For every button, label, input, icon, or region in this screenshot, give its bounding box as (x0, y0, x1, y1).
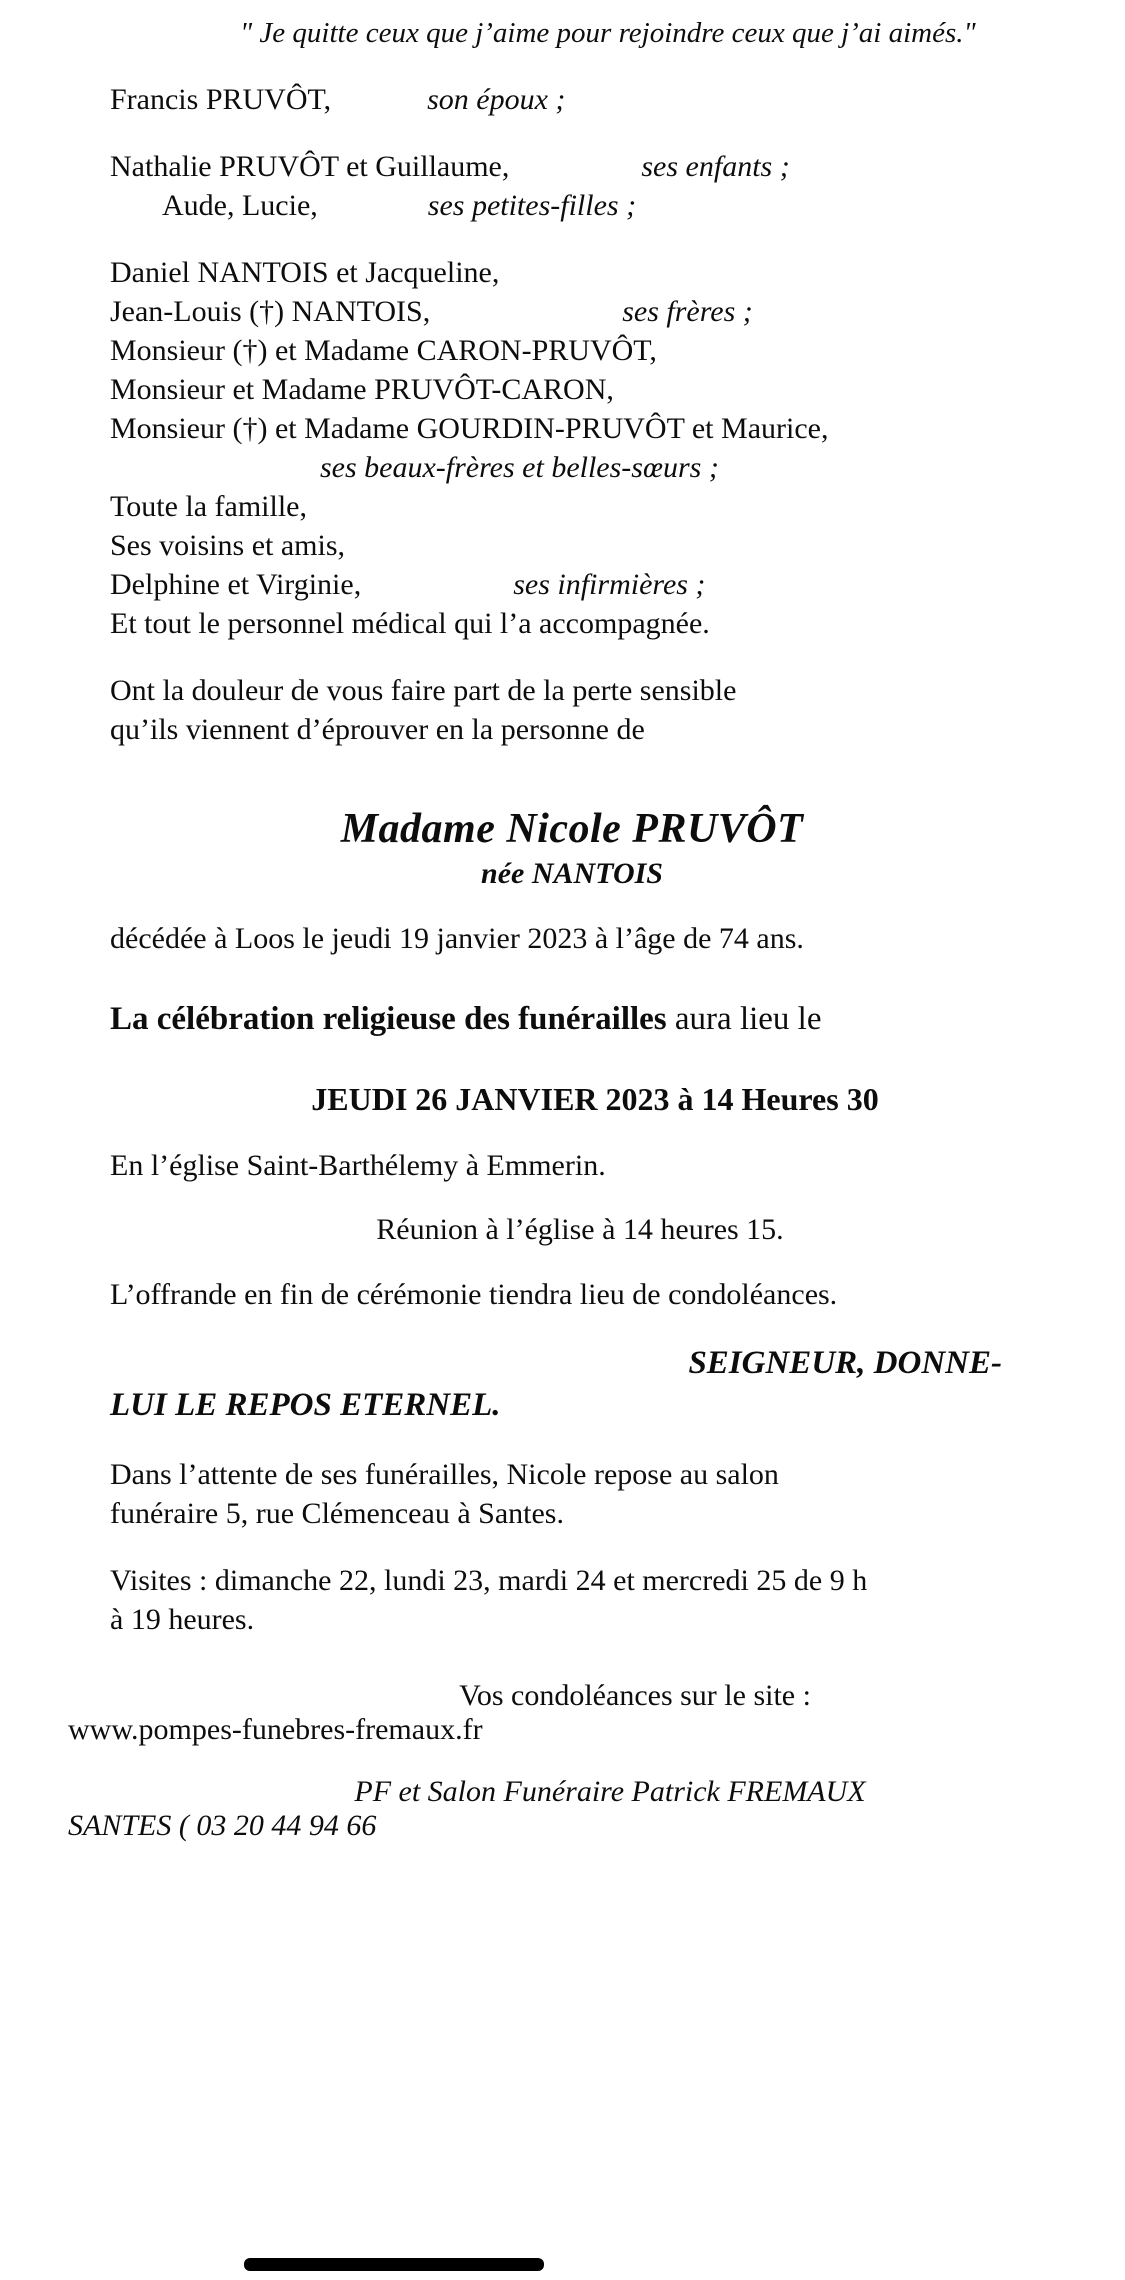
family-line (110, 147, 1010, 186)
spacer (110, 749, 1010, 805)
website-link[interactable]: www.pompes-funebres-fremaux.fr (68, 1713, 483, 1747)
family-line (110, 370, 1010, 409)
family-role: ses beaux-frères et belles-sœurs ; (320, 451, 719, 485)
repose-info: Dans l’attente de ses funérailles, Nicole repose au salon funéraire 5, rue Clémenceau à Santes. (110, 1458, 787, 1531)
family-line (110, 253, 1010, 292)
family-names: Ses voisins et amis, (110, 529, 346, 563)
ceremony-gathering: Réunion à l’église à 14 heures 15. (376, 1212, 784, 1246)
family-names: Toute la famille, (110, 490, 307, 524)
spacer (110, 1118, 1010, 1146)
opening-quote: " Je quitte ceux que j’aime pour rejoindre ceux que j’ai aimés." (240, 17, 976, 49)
family-names: Monsieur (†) et Madame CARON-PRUVÔT, (110, 334, 657, 368)
deceased-name: Madame Nicole PRUVÔT (340, 806, 804, 853)
family-role: ses enfants ; (641, 150, 790, 184)
death-details: décédée à Loos le jeudi 19 janvier 2023 à l’âge de 74 ans. (110, 922, 804, 956)
prayer-line-2: LUI LE REPOS ETERNEL. (110, 1387, 501, 1424)
spacer (110, 1427, 1010, 1455)
family-names: Et tout le personnel médical qui l’a accompagnée. (110, 607, 710, 641)
obituary-content (68, 14, 1010, 1843)
family-names: Monsieur (†) et Madame GOURDIN-PRUVÔT et Maurice, (110, 412, 829, 446)
family-role: ses petites-filles ; (427, 189, 637, 223)
family-line (110, 80, 1010, 119)
condolences-block (68, 1679, 1010, 1747)
spacer (110, 1533, 1010, 1561)
spacer (110, 1185, 1010, 1213)
funeral-home-name: PF et Salon Funéraire Patrick FREMAUX (354, 1775, 866, 1809)
prayer-line-1: SEIGNEUR, DONNE- (688, 1344, 1002, 1381)
spacer (110, 958, 1010, 998)
family-line (110, 409, 1010, 448)
spacer (110, 225, 1010, 253)
prayer-text (110, 1342, 1010, 1428)
family-names: Delphine et Virginie, (110, 568, 362, 602)
family-names: Nathalie PRUVÔT et Guillaume, (110, 150, 510, 184)
family-line (110, 331, 1010, 370)
family-line (110, 448, 1010, 487)
spacer (110, 643, 1010, 671)
announcement-text: Ont la douleur de vous faire part de la perte sensible qu’ils viennent d’éprouver en la personne de (110, 674, 744, 747)
family-names: Monsieur et Madame PRUVÔT-CARON, (110, 373, 614, 407)
family-names: Daniel NANTOIS et Jacqueline, (110, 256, 500, 290)
condolences-label: Vos condoléances sur le site : (459, 1679, 811, 1713)
ceremony-place: En l’église Saint-Barthélemy à Emmerin. (110, 1148, 606, 1182)
ceremony-datetime: JEUDI 26 JANVIER 2023 à 14 Heures 30 (311, 1080, 879, 1117)
family-line (110, 487, 1010, 526)
spacer (110, 1314, 1010, 1342)
funeral-home-block (68, 1775, 1010, 1843)
spacer (110, 1041, 1010, 1081)
funeral-home-contact: SANTES ( 03 20 44 94 66 (68, 1809, 377, 1843)
redaction-bar (244, 2258, 544, 2271)
spacer (110, 119, 1010, 147)
spacer (110, 1747, 1010, 1775)
family-names: Francis PRUVÔT, (110, 83, 332, 117)
deceased-maiden-name: née NANTOIS (481, 857, 663, 891)
ceremony-offering: L’offrande en fin de cérémonie tiendra lieu de condoléances. (110, 1277, 838, 1311)
family-role: son époux ; (427, 83, 566, 117)
family-line (110, 604, 1010, 643)
family-line (110, 186, 1010, 225)
family-names: Jean-Louis (†) NANTOIS, (110, 295, 431, 329)
spacer (110, 1247, 1010, 1275)
family-names: Aude, Lucie, (162, 189, 318, 223)
family-role: ses frères ; (622, 295, 753, 329)
spacer (110, 1639, 1010, 1679)
family-line (110, 565, 1010, 604)
visits-info: Visites : dimanche 22, lundi 23, mardi 24 et mercredi 25 de 9 h à 19 heures. (110, 1564, 875, 1637)
family-line (110, 292, 1010, 331)
ceremony-headline (110, 998, 830, 1040)
spacer (110, 52, 1010, 80)
family-role: ses infirmières ; (513, 568, 706, 602)
spacer (110, 891, 1010, 919)
family-line (110, 526, 1010, 565)
ceremony-headline-bold: La célébration religieuse des funérailles (110, 1001, 667, 1038)
ceremony-headline-rest: aura lieu le (666, 1001, 822, 1038)
